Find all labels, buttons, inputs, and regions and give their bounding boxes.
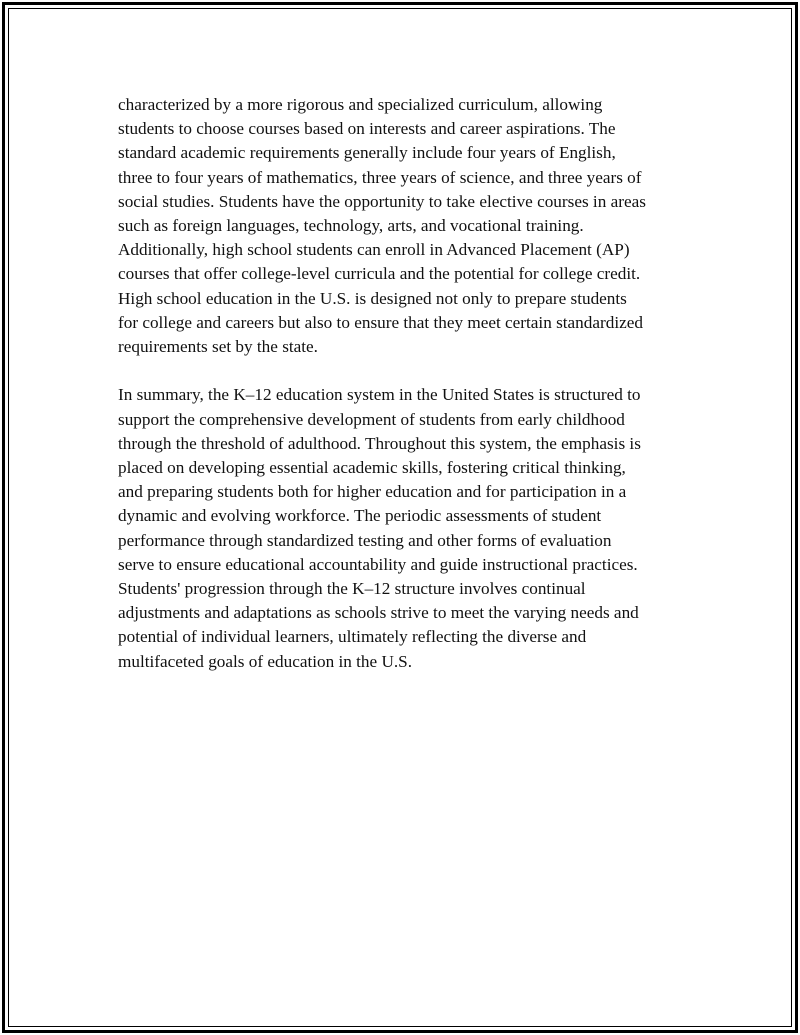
text-line: social studies. Students have the opportunity to take elective courses in areas xyxy=(118,191,646,211)
text-line: multifaceted goals of education in the U.S. xyxy=(118,651,413,671)
paragraph-high-school xyxy=(118,93,698,359)
text-line: through the threshold of adulthood. Throughout this system, the emphasis is xyxy=(118,433,641,453)
text-line: and preparing students both for higher education and for participation in a xyxy=(118,482,627,502)
text-line: characterized by a more rigorous and specialized curriculum, allowing xyxy=(118,95,603,114)
text-line: adjustments and adaptations as schools strive to meet the varying needs and xyxy=(118,603,639,623)
text-line: requirements set by the state. xyxy=(118,337,318,357)
text-line: High school education in the U.S. is designed not only to prepare students xyxy=(118,288,627,308)
text-line: Students' progression through the K–12 structure involves continual xyxy=(118,579,586,599)
text-line: potential of individual learners, ultimately reflecting the diverse and xyxy=(118,627,587,647)
text-line: support the comprehensive development of students from early childhood xyxy=(118,409,625,429)
text-line: Additionally, high school students can enroll in Advanced Placement (AP) xyxy=(118,240,630,260)
paragraph-summary xyxy=(118,383,698,673)
text-line: for college and careers but also to ensure that they meet certain standardized xyxy=(118,312,643,332)
text-line: placed on developing essential academic skills, fostering critical thinking, xyxy=(118,458,626,478)
text-line: standard academic requirements generally include four years of English, xyxy=(118,143,616,163)
text-line: students to choose courses based on interests and career aspirations. The xyxy=(118,119,616,139)
text-line: serve to ensure educational accountability and guide instructional practices. xyxy=(118,554,638,574)
text-line: dynamic and evolving workforce. The periodic assessments of student xyxy=(118,506,602,526)
text-line: performance through standardized testing and other forms of evaluation xyxy=(118,530,612,550)
text-line: three to four years of mathematics, three years of science, and three years of xyxy=(118,167,642,187)
text-line: In summary, the K–12 education system in the United States is structured to xyxy=(118,385,641,405)
document-body xyxy=(118,93,698,674)
text-line: courses that offer college-level curricula and the potential for college credit. xyxy=(118,264,641,284)
text-line: such as foreign languages, technology, arts, and vocational training. xyxy=(118,216,584,236)
